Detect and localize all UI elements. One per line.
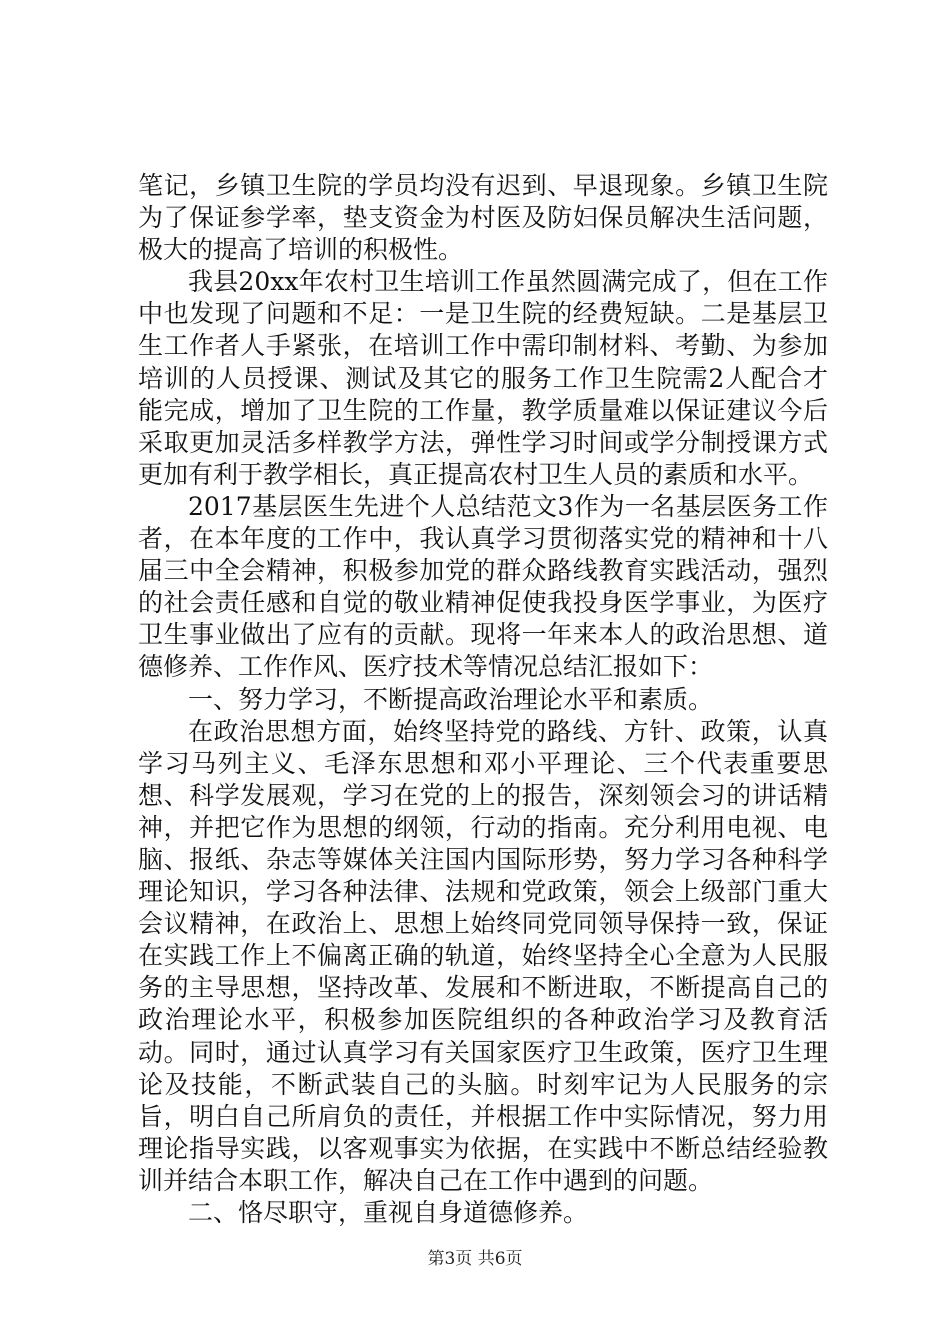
section-heading-2: 二、恪尽职守，重视自身道德修养。 [188, 1198, 589, 1227]
document-body [138, 170, 828, 1229]
paragraph-1: 笔记，乡镇卫生院的学员均没有迟到、早退现象。乡镇卫生院为了保证参学率，垫支资金为村医及防妇保员解决生活问题，极大的提高了培训的积极性。 [138, 171, 828, 265]
paragraph-3: 2017基层医生先进个人总结范文3作为一名基层医务工作者，在本年度的工作中，我认真学习贯彻落实党的精神和十八届三中全会精神，积极参加党的群众路线教育实践活动，强烈的社会责任感和自觉的敬业精神促使我投身医学事业，为医疗卫生事业做出了应有的贡献。现将一年来本人的政治思想、道德修养、工作作风、医疗技术等情况总结汇报如下： [138, 491, 828, 682]
paragraph-2: 我县20xx年农村卫生培训工作虽然圆满完成了，但在工作中也发现了问题和不足：一是卫生院的经费短缺。二是基层卫生工作者人手紧张，在培训工作中需印制材料、考勤、为参加培训的人员授课、测试及其它的服务工作卫生院需2人配合才能完成，增加了卫生院的工作量，教学质量难以保证建议今后采取更加灵活多样教学方法，弹性学习时间或学分制授课方式更加有利于教学相长，真正提高农村卫生人员的素质和水平。 [138, 267, 828, 489]
page-footer: 第3页 共6页 [427, 1249, 523, 1269]
section-heading-1: 一、努力学习，不断提高政治理论水平和素质。 [188, 684, 714, 714]
paragraph-4: 在政治思想方面，始终坚持党的路线、方针、政策，认真学习马列主义、毛泽东思想和邓小平理论、三个代表重要思想、科学发展观，学习在党的上的报告，深刻领会习的讲话精神，并把它作为思想的纲领，行动的指南。充分利用电视、电脑、报纸、杂志等媒体关注国内国际形势，努力学习各种科学理论知识，学习各种法律、法规和党政策，领会上级部门重大会议精神，在政治上、思想上始终同党同领导保持一致，保证在实践工作上不偏离正确的轨道，始终坚持全心全意为人民服务的主导思想，坚持改革、发展和不断进取，不断提高自己的政治理论水平，积极参加医院组织的各种政治学习及教育活动。同时，通过认真学习有关国家医疗卫生政策，医疗卫生理论及技能，不断武装自己的头脑。时刻牢记为人民服务的宗旨，明白自己所肩负的责任，并根据工作中实际情况，努力用理论指导实践，以客观事实为依据，在实践中不断总结经验教训并结合本职工作，解决自己在工作中遇到的问题。 [138, 716, 828, 1195]
